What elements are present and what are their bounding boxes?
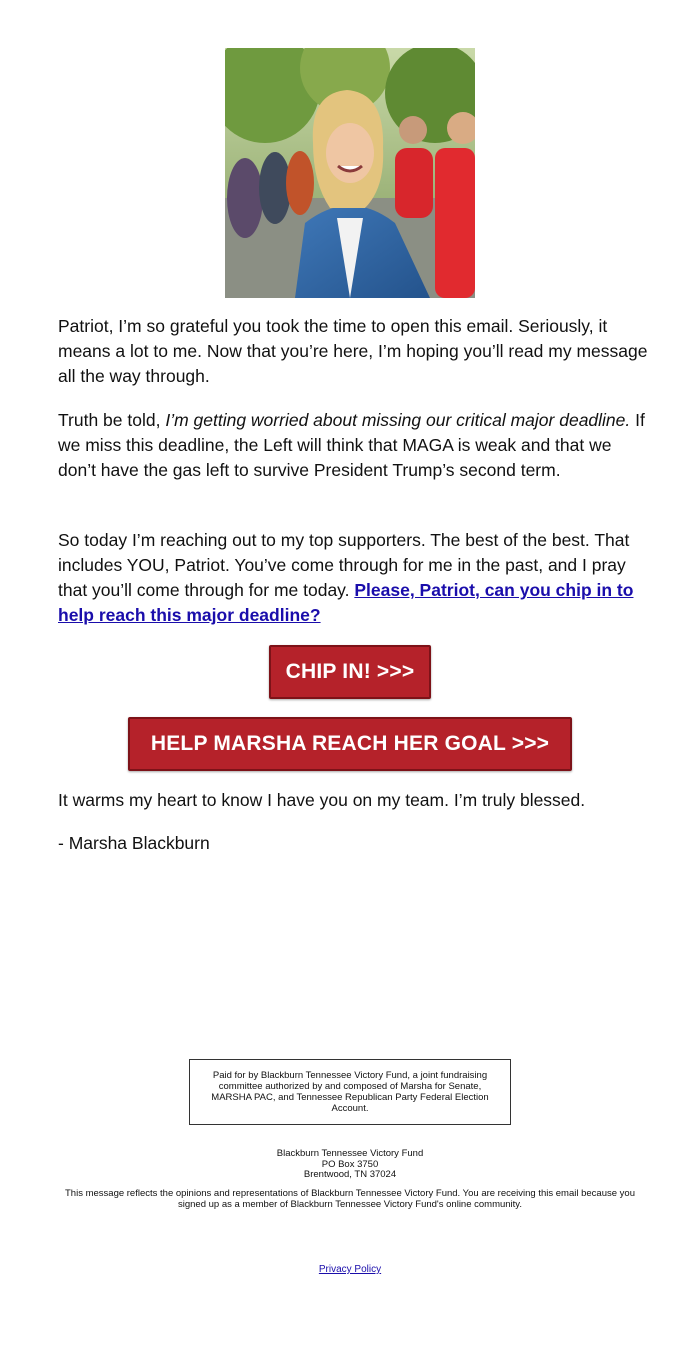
paid-for-disclaimer <box>189 1059 511 1125</box>
paragraph-deadline <box>58 408 648 483</box>
paragraph-deadline-emphasis: I’m getting worried about missing our critical major deadline. <box>165 410 631 430</box>
chip-in-button[interactable]: CHIP IN! >>> <box>269 645 431 699</box>
hero-photo-image <box>225 48 475 298</box>
reach-goal-button[interactable]: HELP MARSHA REACH HER GOAL >>> <box>128 717 572 771</box>
address-city-state: Brentwood, TN 37024 <box>303 1169 397 1180</box>
paragraph-supporters <box>58 528 648 628</box>
message-reflects-notice: This message reflects the opinions and representations of Blackburn Tennessee Victory Fund. You are receiving this email because you signed up as a member of Blackburn Tennessee Victory Fund's online community. <box>65 1188 635 1210</box>
paragraph-deadline-lead: Truth be told, <box>58 410 166 430</box>
paragraph-intro: Patriot, I’m so grateful you took the time to open this email. Seriously, it means a lot to me. Now that you’re here, I’m hoping you’ll read my message all the way through. <box>58 316 648 386</box>
paragraph-deadline-rest: If we miss this deadline, the Left will think that MAGA is weak and that we don’t have the gas left to survive President Trump’s second term. <box>58 410 645 480</box>
privacy-policy-link[interactable]: Privacy Policy <box>318 1264 382 1275</box>
address-po-box: PO Box 3750 <box>321 1158 379 1170</box>
closing-text: It warms my heart to know I have you on my team. I’m truly blessed. <box>58 790 586 810</box>
address-org-name: Blackburn Tennessee Victory Fund <box>276 1148 424 1159</box>
privacy-policy-container <box>0 1264 700 1275</box>
hero-photo <box>225 48 475 298</box>
paid-for-text: Paid for by Blackburn Tennessee Victory Fund, a joint fundraising committee authorized by and composed of Marsha for Senate, MARSHA PAC, and Tennessee Republican Party Federal Election Account. <box>211 1070 489 1114</box>
mailing-address <box>0 1149 700 1181</box>
paragraph-supporters-text: So today I’m reaching out to my top supporters. The best of the best. That includes YOU, Patriot. You’ve come through for me in the past, and I pray that you’ll come through for me today. <box>58 530 630 600</box>
signature: - Marsha Blackburn <box>58 833 210 853</box>
chip-in-text-link[interactable]: Please, Patriot, can you chip in to help reach this major deadline? <box>58 580 634 625</box>
